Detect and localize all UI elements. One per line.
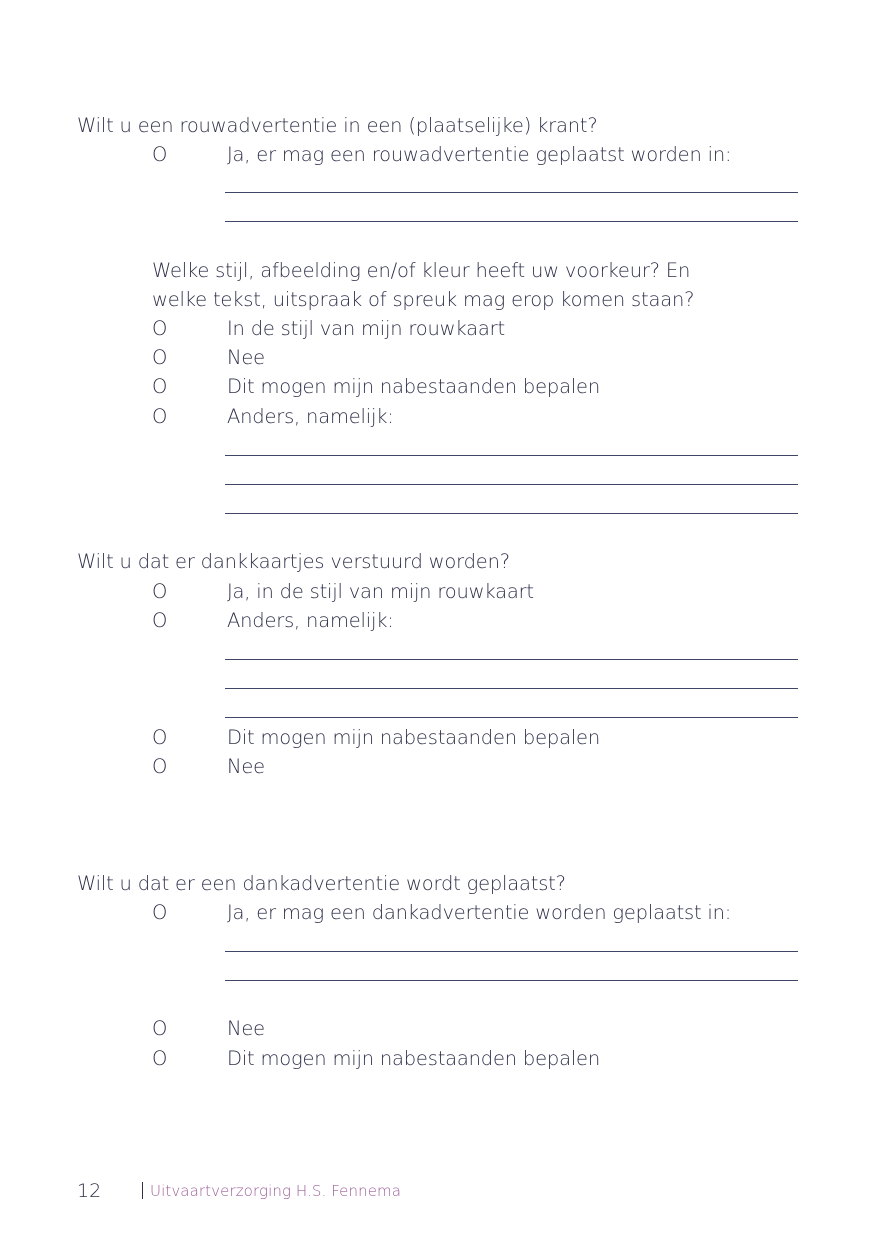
option-label: Dit mogen mijn nabestaanden bepalen bbox=[227, 375, 601, 398]
answer-line[interactable] bbox=[225, 513, 798, 514]
option-label: Ja, in de stijl van mijn rouwkaart bbox=[227, 580, 534, 603]
answer-line[interactable] bbox=[225, 688, 798, 689]
radio-option[interactable]: O bbox=[152, 726, 168, 749]
radio-option[interactable]: O bbox=[152, 375, 168, 398]
style-question-line-1: Welke stijl, afbeelding en/of kleur heeft uw voorkeur? En bbox=[152, 259, 691, 282]
answer-line[interactable] bbox=[225, 455, 798, 456]
answer-line[interactable] bbox=[225, 192, 798, 193]
radio-option[interactable]: O bbox=[152, 346, 168, 369]
style-question-line-2: welke tekst, uitspraak of spreuk mag erop komen staan? bbox=[152, 288, 695, 311]
radio-option[interactable]: O bbox=[152, 901, 168, 924]
answer-line[interactable] bbox=[225, 717, 798, 718]
question-dankadvertentie: Wilt u dat er een dankadvertentie wordt geplaatst? bbox=[77, 872, 566, 895]
radio-option[interactable]: O bbox=[152, 143, 168, 166]
radio-option[interactable]: O bbox=[152, 609, 168, 632]
radio-option[interactable]: O bbox=[152, 755, 168, 778]
answer-line[interactable] bbox=[225, 980, 798, 981]
option-label: Dit mogen mijn nabestaanden bepalen bbox=[227, 1047, 601, 1070]
radio-option[interactable]: O bbox=[152, 1017, 168, 1040]
option-label: Nee bbox=[227, 346, 265, 369]
option-label: Nee bbox=[227, 1017, 265, 1040]
footer-company: Uitvaartverzorging H.S. Fennema bbox=[150, 1182, 402, 1200]
question-dankkaartjes: Wilt u dat er dankkaartjes verstuurd worden? bbox=[77, 550, 510, 573]
footer-divider bbox=[142, 1182, 143, 1199]
radio-option[interactable]: O bbox=[152, 580, 168, 603]
option-label: Ja, er mag een dankadvertentie worden geplaatst in: bbox=[227, 901, 732, 924]
option-label: Ja, er mag een rouwadvertentie geplaatst worden in: bbox=[227, 143, 732, 166]
radio-option[interactable]: O bbox=[152, 1047, 168, 1070]
answer-line[interactable] bbox=[225, 659, 798, 660]
answer-line[interactable] bbox=[225, 951, 798, 952]
option-label: Anders, namelijk: bbox=[227, 609, 394, 632]
radio-option[interactable]: O bbox=[152, 317, 168, 340]
answer-line[interactable] bbox=[225, 484, 798, 485]
option-label: In de stijl van mijn rouwkaart bbox=[227, 317, 505, 340]
option-label: Nee bbox=[227, 755, 265, 778]
option-label: Anders, namelijk: bbox=[227, 405, 394, 428]
question-rouwadvertentie: Wilt u een rouwadvertentie in een (plaatselijke) krant? bbox=[77, 114, 598, 137]
page-number: 12 bbox=[77, 1180, 102, 1202]
answer-line[interactable] bbox=[225, 221, 798, 222]
option-label: Dit mogen mijn nabestaanden bepalen bbox=[227, 726, 601, 749]
radio-option[interactable]: O bbox=[152, 405, 168, 428]
